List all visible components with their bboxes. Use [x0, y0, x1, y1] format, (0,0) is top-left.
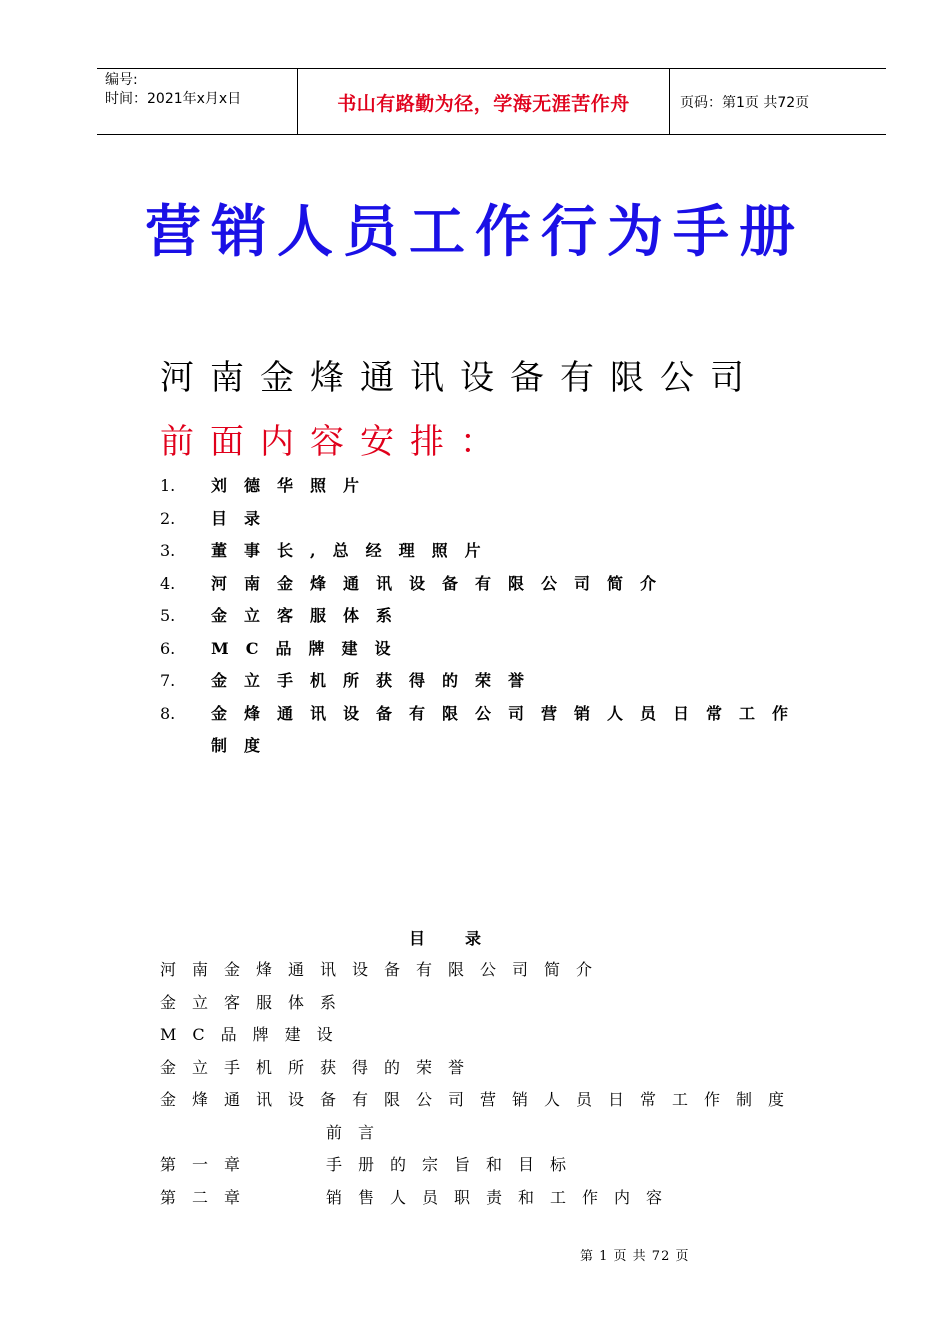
- document-title: 营销人员工作行为手册: [145, 200, 805, 265]
- toc-title: 目录: [408, 929, 521, 948]
- page-footer: 第 1 页 共 72 页: [580, 1249, 690, 1264]
- toc-row: 第一章 手册的宗旨和目标: [160, 1155, 583, 1174]
- toc-row: 前言: [326, 1122, 391, 1142]
- header-page-cell: [670, 69, 886, 135]
- list-item: 8. 金烽通讯设备有限公司营销人员日常工作制度: [160, 703, 806, 755]
- list-item: 7. 金立手机所获得的荣誉: [160, 671, 542, 690]
- toc-row: 金立手机所获得的荣誉: [160, 1057, 481, 1077]
- company-name: 河南金烽通讯设备有限公司: [160, 358, 760, 398]
- toc-row: 金立客服体系: [160, 992, 353, 1012]
- header-motto-cell: [298, 69, 670, 135]
- list-item: 3. 董事长,总经理照片: [160, 541, 498, 560]
- number-label: 编号:: [105, 72, 138, 88]
- list-item: 6. MC品牌建设: [160, 638, 408, 658]
- list-item: 5. 金立客服体系: [160, 606, 410, 625]
- time-label: 时间：2021年x月x日: [105, 91, 242, 107]
- list-item: 1. 刘德华照片: [160, 476, 377, 495]
- toc-row: 河南金烽通讯设备有限公司简介: [160, 960, 609, 979]
- table-of-contents: [160, 954, 820, 1214]
- header-meta-cell: [97, 69, 298, 135]
- motto: 书山有路勤为径，学海无涯苦作舟: [337, 92, 630, 115]
- list-item: 4. 河南金烽通讯设备有限公司简介: [160, 573, 674, 593]
- header-table: [97, 68, 886, 135]
- page-info: 页码：第1页 共72页: [680, 95, 810, 111]
- toc-row: 第二章 销售人员职责和工作内容: [160, 1187, 679, 1207]
- list-item: 2. 目录: [160, 508, 278, 528]
- toc-row: MC品牌建设: [160, 1025, 349, 1044]
- preface-heading: 前面内容安排：: [160, 422, 510, 462]
- preface-list: [160, 470, 820, 763]
- toc-row: 金烽通讯设备有限公司营销人员日常工作制度: [160, 1090, 801, 1109]
